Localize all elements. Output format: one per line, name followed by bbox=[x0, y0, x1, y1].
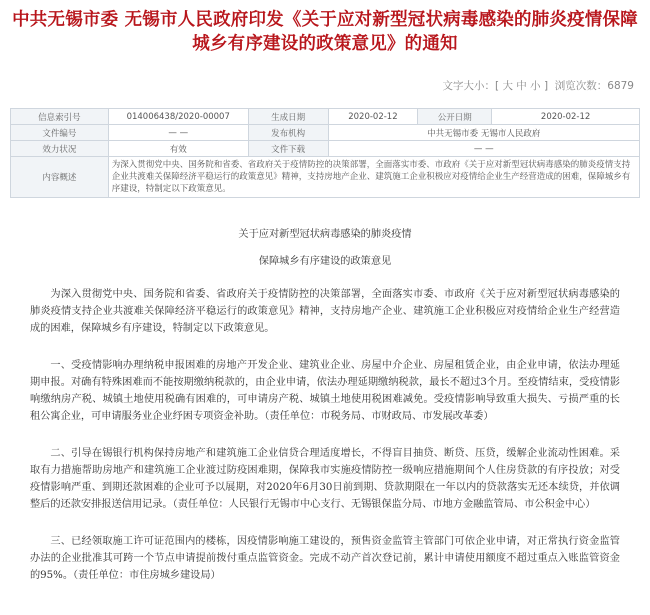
info-value: 中共无锡市委 无锡市人民政府 bbox=[328, 125, 640, 141]
info-row bbox=[11, 125, 640, 141]
info-row bbox=[11, 141, 640, 157]
body-paragraph: 三、已经领取施工许可证范围内的楼栋，因疫情影响施工建设的，预售资金监管主管部门可依企业申请，对正常执行资金监管办法的企业批准其可跨一个节点申请提前拨付重点监管资金。完成不动产首次登记前，累计申请使用额度不超过重点入账监管资金的95%。（责任单位：市住房城乡建设局） bbox=[30, 536, 620, 581]
body-subheading: 保障城乡有序建设的政策意见 bbox=[258, 256, 392, 267]
views-label: 浏览次数： bbox=[554, 80, 608, 92]
download-link[interactable]: — — bbox=[328, 141, 640, 157]
info-key: 信息索引号 bbox=[11, 109, 109, 125]
info-value: 有效 bbox=[108, 141, 248, 157]
info-value: 2020-02-12 bbox=[492, 109, 640, 125]
info-key: 内容概述 bbox=[11, 157, 109, 198]
info-key: 发布机构 bbox=[248, 125, 328, 141]
font-size-label: 文字大小： bbox=[442, 80, 496, 92]
body-paragraph: 为深入贯彻党中央、国务院和省委、省政府关于疫情防控的决策部署，全面落实市委、市政府《关于应对新型冠状病毒感染的肺炎疫情支持企业共渡难关保障经济平稳运行的政策意见》精神，支持房地产企业、建筑施工企业积极应对疫情给企业生产经营造成的困难，保障城乡有序建设，特制定以下政策意见。 bbox=[30, 289, 620, 334]
info-table bbox=[10, 108, 640, 198]
info-row bbox=[11, 109, 640, 125]
views-count: 6879 bbox=[607, 80, 634, 92]
body-paragraph: 二、引导在锡银行机构保持房地产和建筑施工企业信贷合理适度增长，不得盲目抽贷、断贷、压贷，缓解企业流动性困难。采取有力措施帮助房地产和建筑施工企业渡过防疫困难期，保障我市实施疫情防控一级响应措施期间个人住房贷款的有序投放；对受疫情影响严重、到期还款困难的企业可予以展期，对2020年6月30日前到期、贷款期限在一年以内的贷款落实无还本续贷，并依调整后的还款安排报送信用记录。（责任单位：人民银行无锡市中心支行、无锡银保监分局、市地方金融监管局、市公积金中心） bbox=[30, 448, 620, 510]
info-row bbox=[11, 157, 640, 198]
info-value: — — bbox=[108, 125, 248, 141]
document-body bbox=[30, 226, 620, 584]
info-key: 生成日期 bbox=[248, 109, 328, 125]
info-summary: 为深入贯彻党中央、国务院和省委、省政府关于疫情防控的决策部署，全面落实市委、市政府《关于应对新型冠状病毒感染的肺炎疫情支持企业共渡难关保障经济平稳运行的政策意见》精神，支持房地产企业、建筑施工企业积极应对疫情给企业生产经营造成的困难，保障城乡有序建设，特制定以下政策意见。 bbox=[108, 157, 639, 198]
info-value: 014006438/2020-00007 bbox=[108, 109, 248, 125]
font-size-switcher[interactable]: [ 大 中 小 ] bbox=[495, 80, 549, 92]
info-key: 公开日期 bbox=[418, 109, 492, 125]
info-key: 效力状况 bbox=[11, 141, 109, 157]
info-key: 文件编号 bbox=[11, 125, 109, 141]
info-key: 文件下载 bbox=[248, 141, 328, 157]
body-heading: 关于应对新型冠状病毒感染的肺炎疫情 bbox=[238, 229, 412, 240]
page-title: 中共无锡市委 无锡市人民政府印发《关于应对新型冠状病毒感染的肺炎疫情保障城乡有序建设的政策意见》的通知 bbox=[12, 10, 638, 54]
meta-bar bbox=[443, 78, 634, 93]
info-value: 2020-02-12 bbox=[328, 109, 418, 125]
body-paragraph: 一、受疫情影响办理纳税申报困难的房地产开发企业、建筑业企业、房屋中介企业、房屋租赁企业，由企业申请，依法办理延期申报。对确有特殊困难而不能按期缴纳税款的，由企业申请，依法办理延期缴纳税款，最长不超过3个月。至疫情结束，受疫情影响缴纳房产税、城镇土地使用税确有困难的，可申请房产税、城镇土地使用税困难减免。受疫情影响导致重大损失、亏损严重的长租公寓企业，可申请服务业企业纾困专项资金补助。（责任单位：市税务局、市财政局、市发展改革委） bbox=[30, 360, 620, 422]
